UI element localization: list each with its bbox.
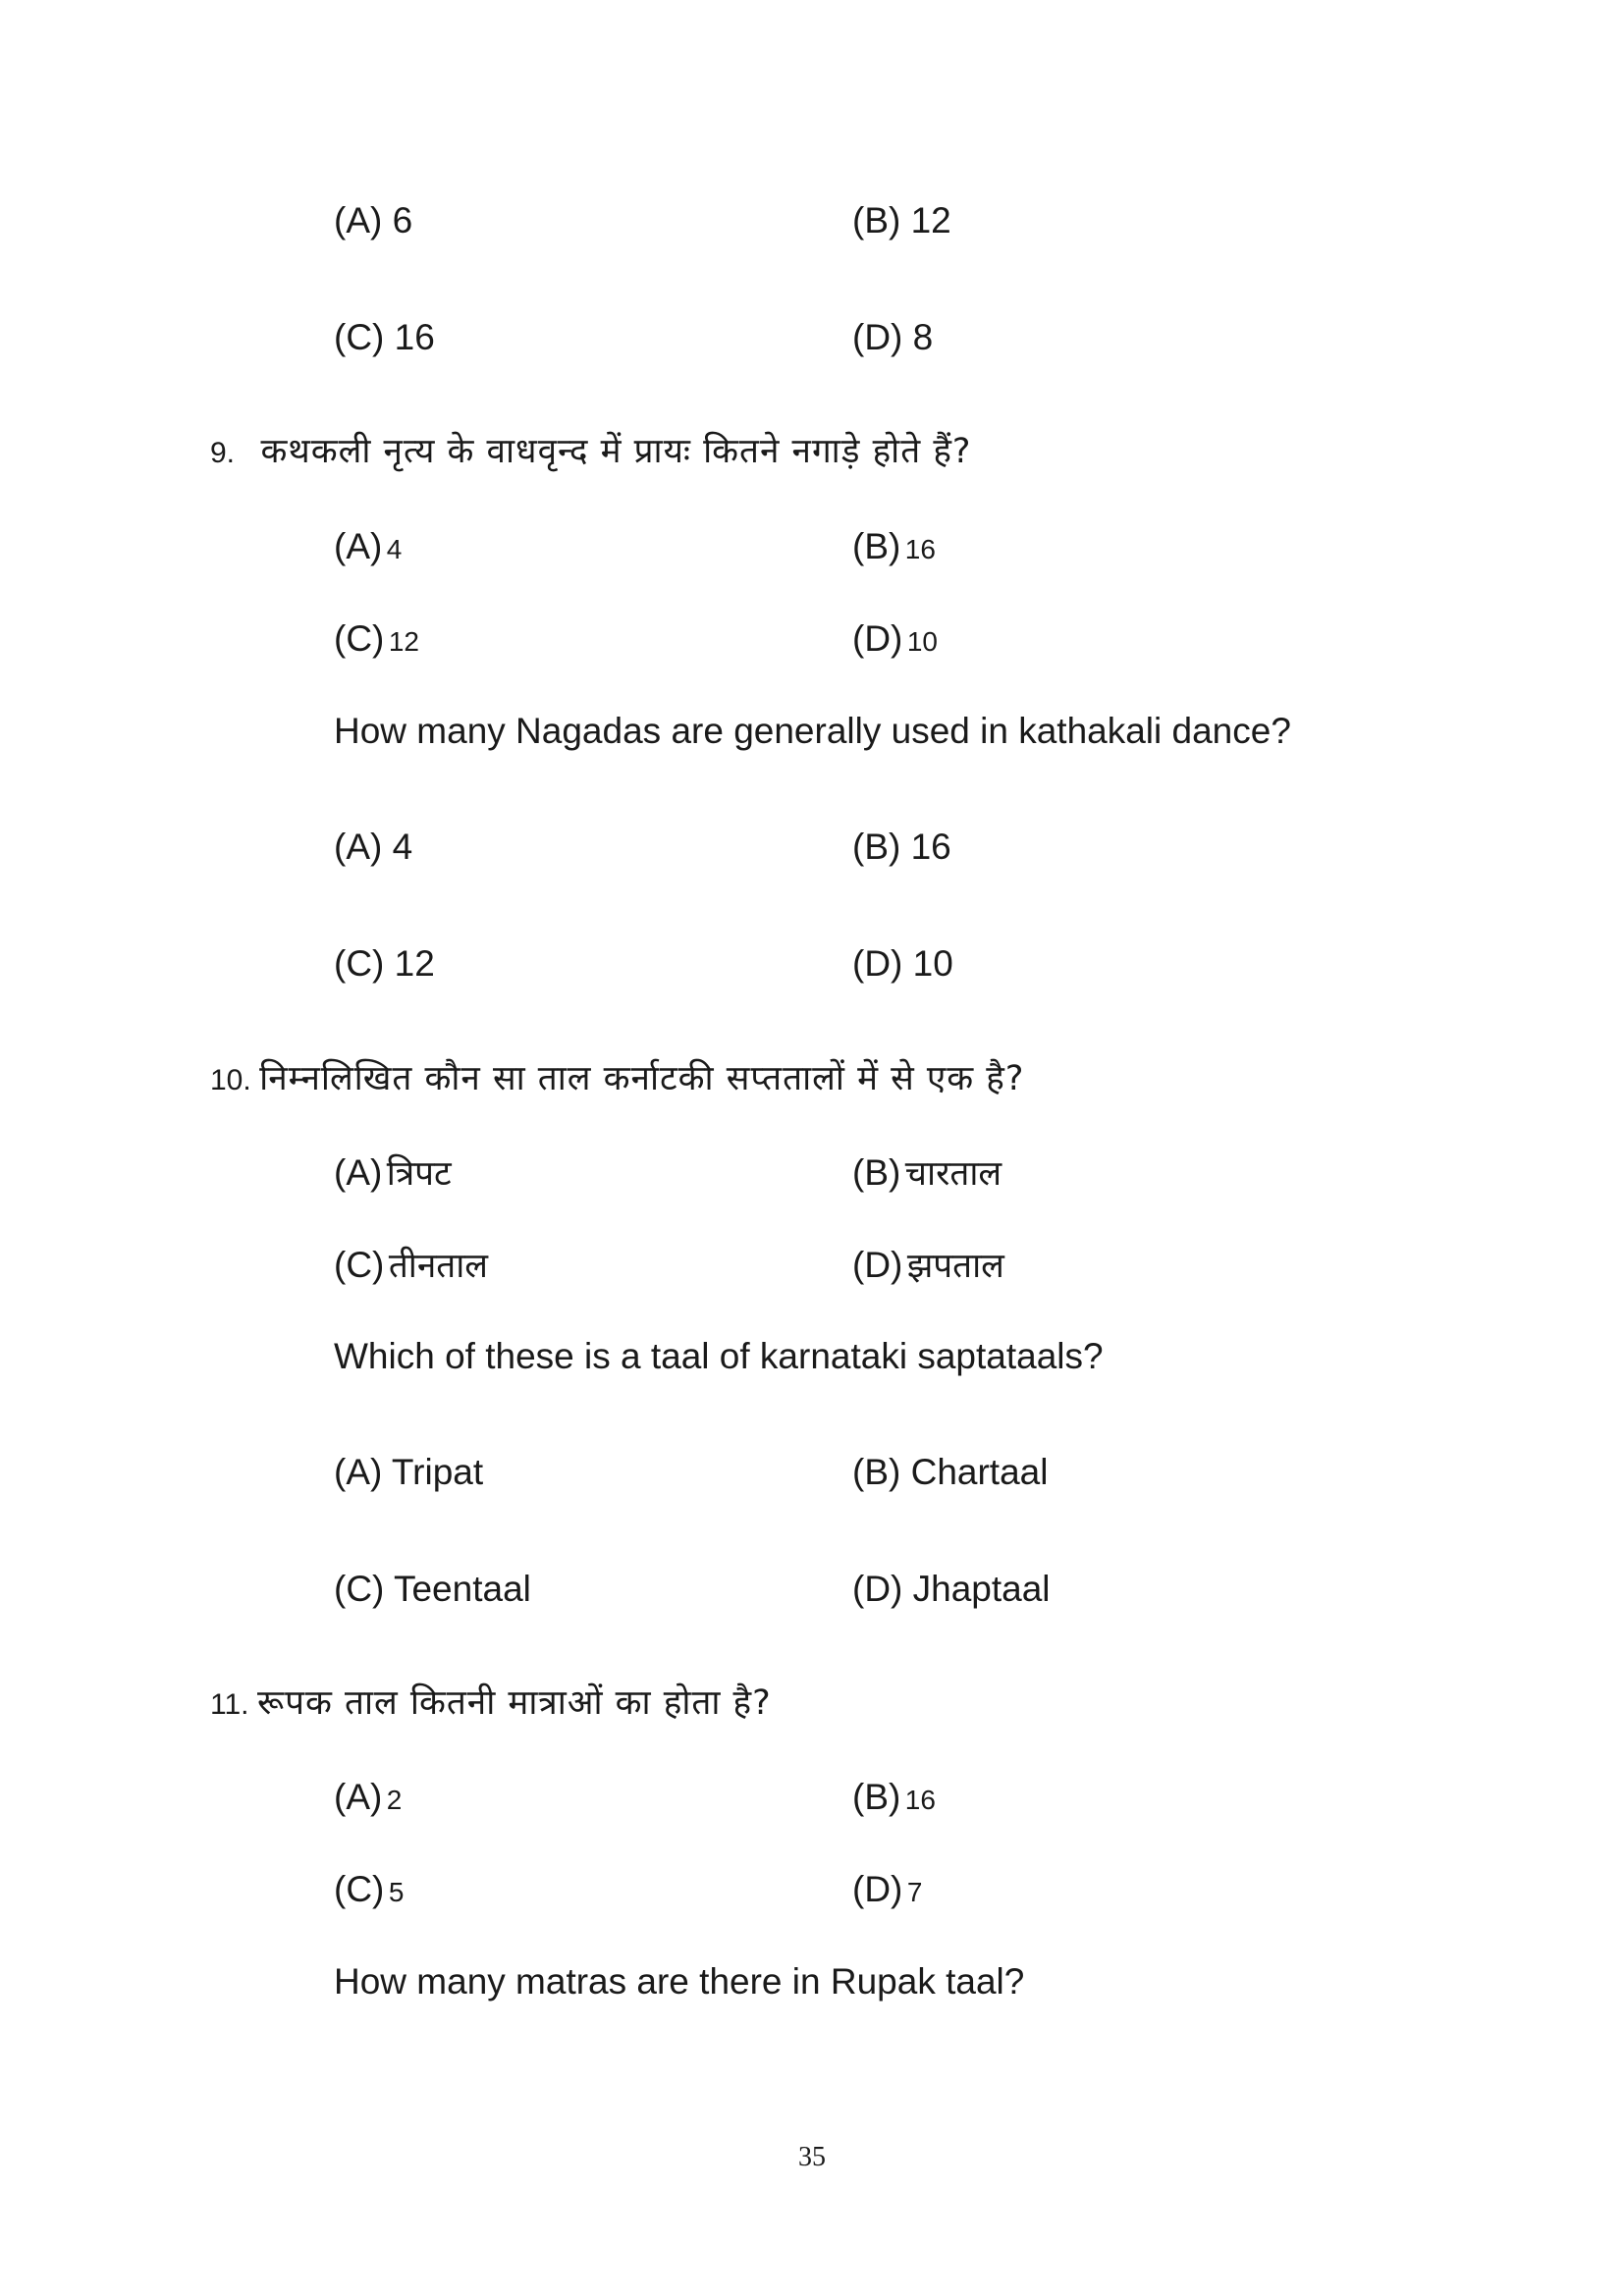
q10-english-option-d: (D) Jhaptaal: [852, 1569, 1051, 1609]
q10-hindi-option-b: [852, 1154, 1001, 1192]
q10-hindi-option-d: [852, 1247, 1004, 1284]
q9-hindi-option-b: [852, 528, 936, 564]
option-value: चारताल: [904, 1154, 1002, 1194]
q9-hindi-option-c: [334, 620, 419, 657]
q11-hindi-option-c: [334, 1871, 404, 1907]
option-label: (C): [334, 1245, 385, 1285]
option-label: (B): [852, 1152, 901, 1193]
q9-english-option-c: (C) 12: [334, 943, 435, 984]
option-label: (C): [334, 1869, 385, 1909]
option-value: 5: [388, 1877, 405, 1907]
q10-number: 10.: [210, 1064, 251, 1096]
q9-hindi-option-a: [334, 528, 402, 564]
q9-english-option-b: (B) 16: [852, 827, 951, 867]
q10-question-english: Which of these is a taal of karnataki saptataals?: [334, 1336, 1104, 1376]
q11-number: 11.: [210, 1688, 249, 1721]
option-label: (B): [852, 526, 901, 566]
q9-english-option-a: (A) 4: [334, 827, 413, 867]
option-label: (A): [334, 526, 383, 566]
option-label: (A): [334, 1777, 383, 1817]
q10-hindi-option-a: [334, 1154, 452, 1192]
option-label: (D): [852, 1245, 903, 1285]
option-value: 7: [906, 1877, 923, 1907]
q10-english-option-c: (C) Teentaal: [334, 1569, 531, 1609]
q10-english-option-b: (B) Chartaal: [852, 1452, 1049, 1492]
option-label: (A): [334, 1152, 383, 1193]
q11-hindi-option-a: [334, 1779, 402, 1815]
q10-question-hindi-row: [210, 1059, 1025, 1098]
option-value: 2: [386, 1785, 403, 1815]
option-label: (D): [852, 1869, 903, 1909]
option-value: त्रिपट: [386, 1154, 452, 1194]
option-value: झपताल: [906, 1247, 1004, 1286]
q10-question-hindi: निम्नलिखित कौन सा ताल कर्नाटकी सप्ततालों में से एक है?: [259, 1059, 1025, 1098]
option-value: तीनताल: [388, 1247, 489, 1286]
q11-hindi-option-b: [852, 1779, 936, 1815]
option-label: (B): [852, 1777, 901, 1817]
q8-option-a: (A) 6: [334, 200, 413, 240]
q8-option-c: (C) 16: [334, 317, 435, 357]
q9-english-option-d: (D) 10: [852, 943, 953, 984]
option-value: 10: [906, 626, 938, 657]
page-number: 35: [798, 2142, 826, 2172]
q8-option-d: (D) 8: [852, 317, 934, 357]
q9-question-hindi: कथकली नृत्य के वाधवृन्द में प्रायः कितने नगाड़े होते हैं?: [260, 432, 972, 471]
option-label: (C): [334, 618, 385, 659]
option-value: 16: [904, 534, 936, 564]
q11-question-hindi: रूपक ताल कितनी मात्राओं का होता है?: [256, 1683, 772, 1723]
q9-hindi-option-d: [852, 620, 938, 657]
q8-option-b: (B) 12: [852, 200, 951, 240]
q9-number: 9.: [210, 437, 236, 469]
q10-hindi-option-c: [334, 1247, 488, 1284]
q9-question-hindi-row: [210, 432, 972, 471]
option-value: 4: [386, 534, 403, 564]
q11-question-hindi-row: [210, 1683, 772, 1723]
q9-question-english: How many Nagadas are generally used in kathakali dance?: [334, 711, 1291, 751]
option-label: (D): [852, 618, 903, 659]
option-value: 12: [388, 626, 419, 657]
option-value: 16: [904, 1785, 936, 1815]
q11-question-english: How many matras are there in Rupak taal?: [334, 1961, 1025, 2002]
q10-english-option-a: (A) Tripat: [334, 1452, 484, 1492]
q11-hindi-option-d: [852, 1871, 922, 1907]
